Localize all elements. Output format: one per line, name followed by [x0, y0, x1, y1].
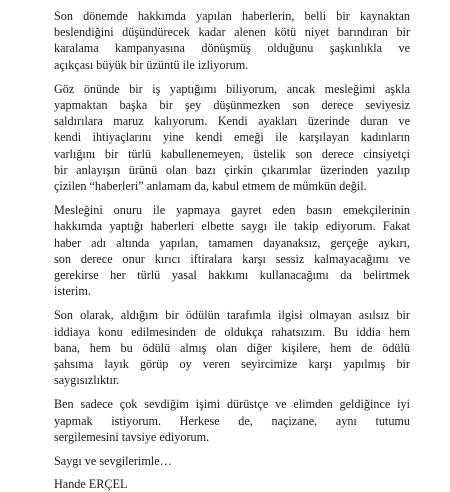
paragraph-line: Mesleğini onuru ile yapmaya gayret eden basın emekçilerinin — [54, 203, 410, 218]
paragraph-line: hakkımda yaptığı haberleri elbette saygı ile takip ediyorum. Fakat — [54, 219, 410, 234]
paragraph-line: yapmak istiyorum. Herkese de, naçizane, aynı tutumu — [54, 413, 410, 428]
signature-name: Hande ERÇEL — [54, 477, 128, 492]
paragraph-line: Göz önünde bir iş yaptığımı biliyorum, ancak mesleğimi aşkla — [54, 81, 410, 96]
paragraph-line: iddiaya konu edilmesinden de oldukça rahatsızım. Bu iddia hem — [54, 324, 410, 339]
paragraph-line: çizilen “haberleri” anlamam da, kabul etmem de mümkün değil. — [54, 179, 367, 194]
letter-paragraph — [54, 81, 410, 194]
paragraph-line: varlığını bir türlü kabullenemeyen, üstelik son derece cinsiyetçi — [54, 146, 410, 161]
paragraph-line: isterim. — [54, 284, 91, 299]
paragraph-line: bana, hem bu ödülü almış olan diğer kişilere, hem de ödülü — [54, 340, 410, 355]
paragraph-line: kendi ihtiyaçlarını yine kendi emeği ile karşılayan kadınların — [54, 130, 410, 145]
paragraph-line: beslendiğini düşündürecek kadar alenen kötü niyet barındıran bir — [54, 25, 410, 40]
paragraph-line: haber adı altında yapılan, tamamen dayanaksız, gerçeğe aykırı, — [54, 235, 410, 250]
paragraph-line: sergilemesini tavsiye ediyorum. — [54, 429, 210, 444]
paragraph-line: saygısızlıktır. — [54, 373, 120, 388]
letter-paragraph — [54, 8, 410, 73]
paragraph-line: Son dönemde hakkımda yapılan haberlerin, belli bir kaynaktan — [54, 9, 410, 23]
paragraph-line: karalama kampanyasına dönüşmüş olduğunu şaşkınlıkla ve — [54, 41, 410, 56]
paragraph-line: Ben sadece çok sevdiğim işimi dürüstçe ve elimden geldiğince iyi — [54, 397, 410, 412]
letter-paragraph — [54, 202, 410, 299]
paragraph-line: bir anlayışın ürünü olan bazı çirkin çıkarımlar üzerinden yazılıp — [54, 162, 410, 177]
paragraph-line: yapmaktan başka bir şey düşünmezken son derece seviyesiz — [54, 98, 410, 113]
paragraph-line: son derece onur kırıcı iftiralara karşı sessiz kalmayacağımı ve — [54, 251, 410, 266]
paragraph-line: şahsıma layık görüp oy veren seyircimize karşı yapılmış bir — [54, 357, 410, 372]
letter-paragraph — [54, 396, 410, 445]
letter-body — [54, 8, 410, 445]
closing-line: Saygı ve sevgilerimle… — [54, 454, 172, 469]
paragraph-line: gerekirse her türlü yasal hakkımı kullanacağımı da belirtmek — [54, 268, 410, 283]
paragraph-line: saldırılara maruz kalıyorum. Kendi ayakları üzerinde duran ve — [54, 114, 410, 129]
paragraph-line: açıkçası büyük bir üzüntü ile izliyorum. — [54, 57, 249, 72]
letter-paragraph — [54, 307, 410, 388]
paragraph-line: Son olarak, aldığım bir ödülün tarafımla ilgisi olmayan asılsız bir — [54, 308, 410, 323]
